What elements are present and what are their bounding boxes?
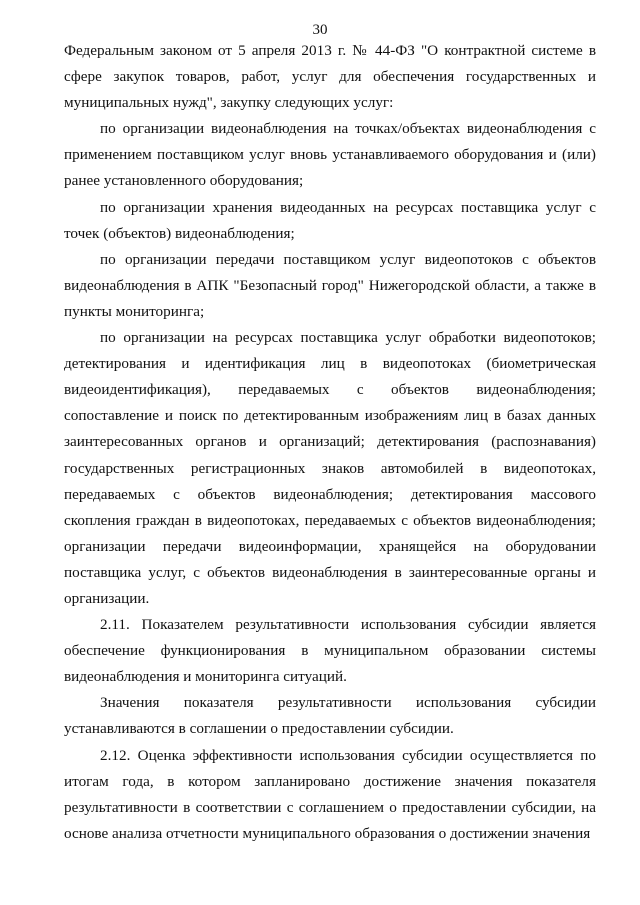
paragraph-video-data-storage: по организации хранения видеоданных на ресурсах поставщика услуг с точек (объектов) видеонаблюдения; — [64, 198, 596, 242]
paragraph-video-stream-transfer: по организации передачи поставщиком услуг видеопотоков с объектов видеонаблюдения в АПК "Безопасный город" Нижегородской области, а также в пункты мониторинга; — [64, 250, 596, 320]
page-number: 30 — [312, 22, 328, 38]
paragraph-video-surveillance-organization: по организации видеонаблюдения на точках/объектах видеонаблюдения с применением поставщиком услуг вновь устанавливаемого оборудования и (или) ранее установленного оборудования; — [64, 120, 596, 190]
paragraph-section-2-12: 2.12. Оценка эффективности использования субсидии осуществляется по итогам года, в котором запланировано достижение значения показателя результативности в соответствии с соглашением о предоставлении субсидии, на основе анализа отчетности муниципального образования о достижении значения — [64, 746, 596, 842]
document-body — [64, 38, 596, 847]
paragraph-law-reference: Федеральным законом от 5 апреля 2013 г. № 44-ФЗ "О контрактной системе в сфере закупок товаров, работ, услуг для обеспечения государственных и муниципальных нужд", закупку следующих услуг: — [64, 42, 596, 112]
paragraph-video-stream-processing: по организации на ресурсах поставщика услуг обработки видеопотоков; детектирования и идентификация лиц в видеопотоках (биометрическая видеоидентификация), передаваемых с объектов видеонаблюдения; сопоставление и поиск по детектированным изображениям лиц в базах данных заинтересованных органов и организаций; детектирования (распознавания) государственных регистрационных знаков автомобилей в видеопотоках, передаваемых с объектов видеонаблюдения; детектирования массового скопления граждан в видеопотоках, передаваемых с объектов видеонаблюдения; организации передачи видеоинформации, хранящейся на оборудовании поставщика услуг, с объектов видеонаблюдения в заинтересованные органы и организации. — [64, 329, 596, 607]
paragraph-indicator-values: Значения показателя результативности использования субсидии устанавливаются в соглашении о предоставлении субсидии. — [64, 694, 596, 738]
paragraph-section-2-11: 2.11. Показателем результативности использования субсидии является обеспечение функционирования в муниципальном образовании системы видеонаблюдения и мониторинга ситуаций. — [64, 616, 596, 686]
